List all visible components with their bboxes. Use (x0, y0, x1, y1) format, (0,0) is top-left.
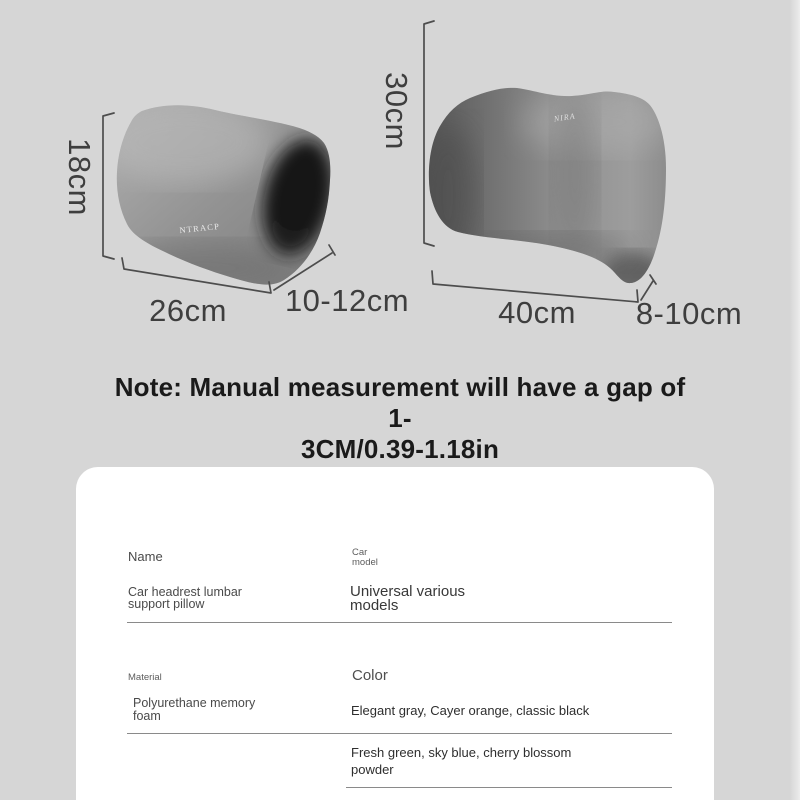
measurement-note-line1: Note: Manual measurement will have a gap of 1- (114, 372, 686, 433)
spec-car-model-label: Car model (352, 547, 378, 568)
left-pillow-depth-label: 10-12cm (284, 283, 410, 318)
right-depth-tick (650, 275, 656, 284)
left-pillow-width-label: 26cm (149, 293, 227, 328)
spec-divider-1 (127, 622, 672, 623)
spec-name-value: Car headrest lumbar support pillow (128, 585, 242, 611)
spec-car-model-value: Universal various models (350, 583, 466, 614)
spec-divider-2 (127, 733, 672, 734)
spec-color-value-secondary: Fresh green, sky blue, cherry blossom powder (351, 745, 572, 777)
left-height-bracket (103, 113, 114, 259)
right-pillow-height-label: 30cm (379, 72, 414, 150)
left-pillow-illustration (100, 100, 344, 294)
right-pillow-width-label: 40cm (498, 295, 576, 330)
spec-color-label: Color (352, 667, 388, 684)
spec-material-label: Material (128, 672, 162, 683)
right-pillow-illustration (418, 88, 676, 296)
measurement-note-line2: 3CM/0.39-1.18in (300, 434, 500, 464)
left-pillow-logo: NTRACP (178, 220, 221, 236)
spec-color-value-primary: Elegant gray, Cayer orange, classic black (351, 703, 590, 718)
right-height-bracket (424, 21, 434, 246)
right-pillow-logo: NIRA (553, 111, 577, 124)
measurement-note (100, 372, 700, 465)
left-pillow-height-label: 18cm (62, 138, 97, 216)
spec-name-label: Name (128, 549, 163, 564)
right-pillow-depth-label: 8-10cm (635, 296, 743, 331)
spec-divider-3 (346, 787, 672, 788)
spec-material-value: Polyurethane memory foam (133, 696, 256, 723)
